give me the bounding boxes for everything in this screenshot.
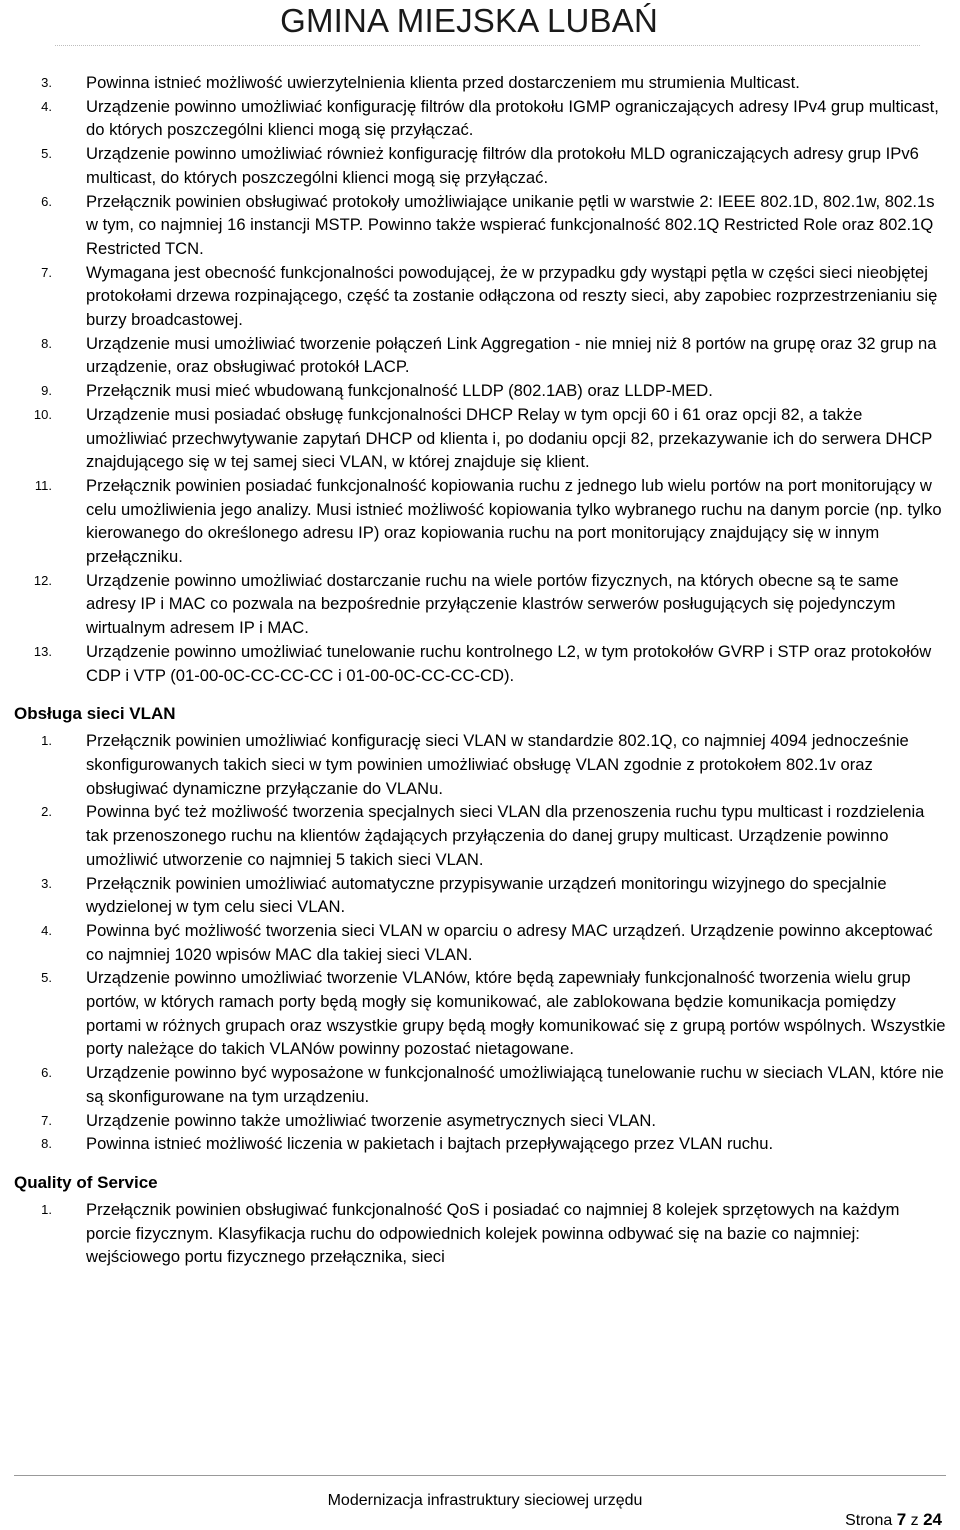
list-item-text: Urządzenie powinno umożliwiać tunelowanie ruchu kontrolnego L2, w tym protokołów GVRP i STP oraz protokołów CDP i VTP (01-00-0C-CC-CC-CC i 01-00-0C-CC-CC-CD). (86, 641, 932, 685)
list-item-number: 8. (41, 1136, 52, 1152)
numbered-list (0, 729, 960, 1156)
list-item (0, 1061, 960, 1108)
list-item-number: 13. (33, 643, 52, 659)
list-item-text: Przełącznik powinien obsługiwać protokoły umożliwiające unikanie pętli w warstwie 2: IEEE 802.1D, 802.1w, 802.1s w tym, co najmniej 16 instancji MSTP. Powinno także wspierać funkcjonalność 802.1Q Restricted Role oraz 802.1Q Restricted TCN. (86, 191, 935, 258)
footer-divider (14, 1475, 946, 1476)
document-header-title: GMINA MIEJSKA LUBAŃ (280, 2, 658, 39)
page-label: Strona (845, 1512, 893, 1529)
page-total: 24 (923, 1510, 942, 1529)
section-heading: Obsługa sieci VLAN (14, 704, 176, 724)
list-item-number: 7. (41, 1112, 52, 1128)
list-item-number: 4. (41, 922, 52, 938)
list-item (0, 71, 960, 95)
list-item-number: 10. (33, 406, 52, 422)
list-item (0, 919, 960, 966)
list-item-number: 8. (41, 335, 52, 351)
list-item-number: 6. (41, 1065, 52, 1081)
list-item-text: Wymagana jest obecność funkcjonalności powodującej, że w przypadku gdy wystąpi pętla w części sieci nieobjętej protokołami drzewa rozpinającego, część ta zostanie odłączona od reszty sieci, aby zapobiec rozprzestrzenianiu się burzy broadcastowej. (86, 262, 938, 330)
list-item-number: 11. (34, 477, 52, 493)
list-item (0, 1132, 960, 1156)
list-item (0, 261, 960, 332)
list-item (0, 142, 960, 189)
list-item-text: Urządzenie powinno być wyposażone w funkcjonalność umożliwiającą tunelowanie ruchu w sieciach VLAN, które nie są skonfigurowane na tym urządzeniu. (86, 1063, 944, 1106)
list-item-text: Przełącznik musi mieć wbudowaną funkcjonalność LLDP (802.1AB) oraz LLDP-MED. (86, 381, 713, 401)
list-item-text: Przełącznik powinien umożliwiać automatyczne przypisywanie urządzeń monitoringu wizyjnego do specjalnie wydzielonej w tym celu sieci VLAN. (86, 873, 887, 917)
list-item (0, 872, 960, 919)
list-item-text: Urządzenie musi posiadać obsługę funkcjonalności DHCP Relay w tym opcji 60 i 61 oraz opcji 82, a także umożliwiać przechwytywanie zapytań DHCP od klienta i, po dodaniu opcji 82, przekazywanie ich do serwera DHCP znajdującego się w tej samej sieci VLAN, w której znajduje się klient. (86, 404, 933, 472)
page-number (845, 1510, 942, 1530)
list-item-number: 5. (41, 146, 52, 162)
list-item-text: Powinna być możliwość tworzenia sieci VLAN w oparciu o adresy MAC urządzeń. Urządzenie powinno akceptować co najmniej 1020 wpisów MAC dla takiej sieci VLAN. (86, 920, 933, 964)
list-item-text: Przełącznik powinien posiadać funkcjonalność kopiowania ruchu z jednego lub wielu portów na port monitorujący w celu umożliwienia jego analizy. Musi istnieć możliwość kopiowania tylko wybranego ruchu na danym porcie (np. tylko kierowanego do określonego adresu IP) oraz kopiowania ruchu na port monitorujący znajdujący się w innym przełączniku. (86, 475, 942, 567)
list-item-text: Urządzenie powinno umożliwiać również konfigurację filtrów dla protokołu MLD ograniczających adresy grup IPv6 multicast, do których poszczególni klienci mogą się przyłączać. (86, 144, 919, 187)
list-item (0, 966, 960, 1061)
list-item-number: 5. (41, 970, 52, 986)
list-item-text: Urządzenie powinno także umożliwiać tworzenie asymetrycznych sieci VLAN. (86, 1110, 656, 1130)
list-item-text: Powinna istnieć możliwość liczenia w pakietach i bajtach przepływającego przez VLAN ruchu. (86, 1134, 774, 1154)
list-item-text: Powinna istnieć możliwość uwierzytelnienia klienta przed dostarczeniem mu strumienia Multicast. (86, 73, 800, 92)
list-item (0, 1109, 960, 1133)
list-item (0, 729, 960, 800)
list-item (0, 95, 960, 142)
list-item (0, 403, 960, 474)
list-item-text: Przełącznik powinien umożliwiać konfigurację sieci VLAN w standardzie 802.1Q, co najmniej 4094 jednocześnie skonfigurowanych takich sieci w tym powinien umożliwiać obsługę VLAN zgodnie z protokołem 802.1v oraz obsługiwać dynamiczne przyłączanie do VLANu. (86, 731, 909, 798)
header-divider (55, 45, 920, 46)
list-item-number: 1. (41, 1201, 52, 1217)
list-item-number: 4. (41, 98, 52, 114)
list-item-number: 12. (33, 572, 52, 588)
numbered-list (0, 71, 960, 687)
list-item-text: Urządzenie powinno umożliwiać tworzenie VLANów, które będą zapewniały funkcjonalność tworzenia wielu grup portów, w których ramach porty będą mogły się komunikować, ale zablokowana będzie komunikacja pomiędzy portami w różnych grupach oraz wszystkie grupy będą mogły komunikować się z grupą portów wspólnych. Wszystkie porty należące do takich VLANów powinny pozostać nietagowane. (86, 968, 946, 1059)
document-body (0, 71, 960, 1269)
list-item-text: Urządzenie powinno umożliwiać konfigurację filtrów dla protokołu IGMP ograniczających adresy IPv4 grup multicast, do których poszczególni klienci mogą się przyłączać. (86, 96, 939, 140)
list-item (0, 640, 960, 687)
list-item (0, 379, 960, 403)
page-separator: z (910, 1512, 919, 1529)
list-item (0, 569, 960, 640)
page-current: 7 (896, 1510, 907, 1529)
section-heading: Quality of Service (14, 1172, 158, 1192)
list-item (0, 1198, 960, 1269)
list-item-text: Powinna być też możliwość tworzenia specjalnych sieci VLAN dla przenoszenia ruchu typu multicast i rozdzielenia tak przenoszonego ruchu na klientów żądających przyłączenia do danej grupy multicast. Urządzenie powinno umożliwić utworzenie co najmniej 5 takich sieci VLAN. (86, 802, 925, 869)
list-item-text: Urządzenie musi umożliwiać tworzenie połączeń Link Aggregation - nie mniej niż 8 portów na grupę oraz 32 grup na urządzenie, oraz obsługiwać protokół LACP. (86, 333, 937, 377)
list-item (0, 474, 960, 569)
list-item-number: 2. (41, 804, 52, 820)
list-item-number: 3. (41, 875, 52, 891)
list-item (0, 190, 960, 261)
list-item-text: Urządzenie powinno umożliwiać dostarczanie ruchu na wiele portów fizycznych, na których obecne są te same adresy IP i MAC co pozwala na bezpośrednie przyłączenie klastrów serwerów posługujących się pojedynczym wirtualnym adresem IP i MAC. (86, 570, 899, 638)
list-item-number: 3. (41, 75, 52, 90)
footer-title: Modernizacja infrastruktury sieciowej urzędu (327, 1492, 643, 1509)
list-item (0, 332, 960, 379)
list-item-number: 9. (41, 383, 52, 399)
list-item-number: 1. (41, 733, 52, 749)
list-item-number: 7. (41, 264, 52, 280)
list-item (0, 800, 960, 871)
list-item-text: Przełącznik powinien obsługiwać funkcjonalność QoS i posiadać co najmniej 8 kolejek sprzętowych na każdym porcie fizycznym. Klasyfikacja ruchu do odpowiednich kolejek powinna odbywać się na bazie co najmniej: wejściowego portu fizycznego przełącznika, sieci (86, 1199, 900, 1267)
numbered-list (0, 1198, 960, 1269)
list-item-number: 6. (41, 193, 52, 209)
